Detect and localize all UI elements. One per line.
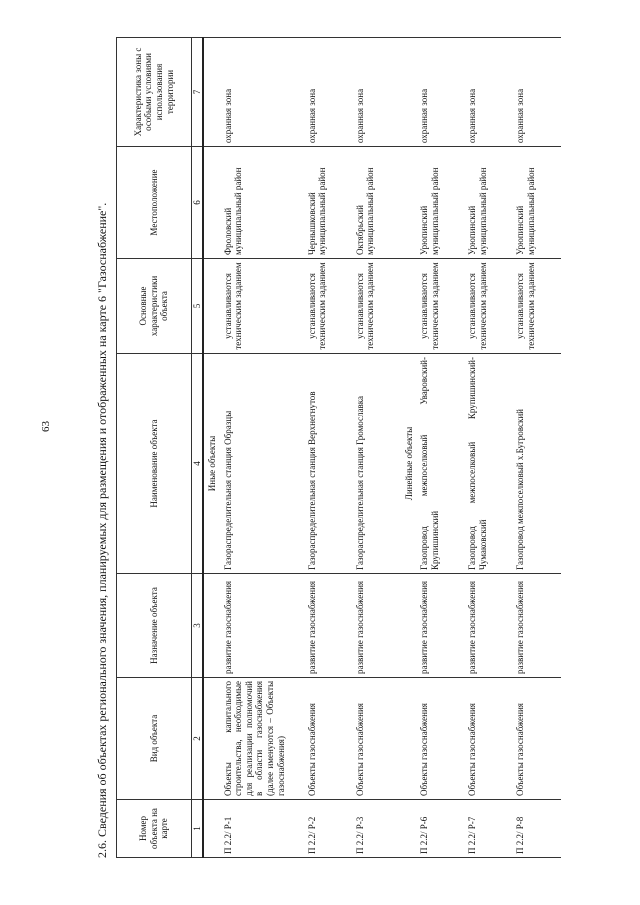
column-number: 7	[192, 38, 204, 147]
table-row	[465, 38, 513, 858]
object-location: Урюпинский муниципальный район	[417, 147, 465, 259]
object-zone: охранная зона	[465, 38, 513, 147]
object-characteristics: устанавливаются техническим заданием	[465, 259, 513, 354]
object-zone: охранная зона	[221, 38, 305, 147]
object-kind: Объекты капитального строительства, необходимые для реализации полномочий в области газоснабжения (далее именуются – Объекты газоснабжения)	[221, 678, 305, 800]
table-row	[305, 38, 353, 858]
object-location: Фроловский муниципальный район	[221, 147, 305, 259]
section-row	[401, 38, 418, 858]
object-name: Газопровод межпоселковый Крупишинский-Чумаковский	[465, 354, 513, 574]
object-location: Урюпинский муниципальный район	[465, 147, 513, 259]
object-purpose: развитие газоснабжения	[305, 574, 353, 678]
column-number: 2	[192, 678, 204, 800]
object-zone: охранная зона	[305, 38, 353, 147]
object-zone: охранная зона	[513, 38, 561, 147]
column-number: 1	[192, 800, 204, 858]
object-characteristics: устанавливаются техническим заданием	[417, 259, 465, 354]
section-title: Иные объекты	[203, 354, 221, 574]
column-header: Назначение объекта	[117, 574, 192, 678]
column-number: 3	[192, 574, 204, 678]
object-purpose: развитие газоснабжения	[221, 574, 305, 678]
table-row	[353, 38, 401, 858]
object-zone: охранная зона	[353, 38, 401, 147]
column-header: Местоположение	[117, 147, 192, 259]
object-kind: Объекты газоснабжения	[305, 678, 353, 800]
column-header: Наименование объекта	[117, 354, 192, 574]
object-characteristics: устанавливаются техническим заданием	[221, 259, 305, 354]
object-id: П 2.2/ Р-7	[465, 800, 513, 858]
column-number: 4	[192, 354, 204, 574]
object-kind: Объекты газоснабжения	[513, 678, 561, 800]
object-characteristics: устанавливаются техническим заданием	[305, 259, 353, 354]
object-id: П 2.2/ Р-6	[417, 800, 465, 858]
object-purpose: развитие газоснабжения	[353, 574, 401, 678]
object-purpose: развитие газоснабжения	[417, 574, 465, 678]
object-kind: Объекты газоснабжения	[465, 678, 513, 800]
column-header: Основные характеристики объекта	[117, 259, 192, 354]
table-row	[513, 38, 561, 858]
section-row	[203, 38, 221, 858]
object-id: П 2.2/ Р-8	[513, 800, 561, 858]
column-header: Вид объекта	[117, 678, 192, 800]
object-location: Чернышковский муниципальный район	[305, 147, 353, 259]
column-number-row	[192, 38, 204, 858]
object-purpose: развитие газоснабжения	[513, 574, 561, 678]
rotated-page-content	[94, 38, 561, 858]
object-location: Октябрьский муниципальный район	[353, 147, 401, 259]
column-number: 5	[192, 259, 204, 354]
table-caption: 2.6. Сведения об объектах регионального значения, планируемых для размещения и отображенных на карте 6 "Газоснабжение".	[95, 202, 109, 858]
table-row	[417, 38, 465, 858]
section-title: Линейные объекты	[401, 354, 418, 574]
object-name: Газопровод межпоселковый Уваровский-Крупишинский	[417, 354, 465, 574]
object-location: Урюпинский муниципальный район	[513, 147, 561, 259]
objects-table	[116, 37, 561, 858]
object-characteristics: устанавливаются техническим заданием	[513, 259, 561, 354]
object-kind: Объекты газоснабжения	[353, 678, 401, 800]
table-row	[221, 38, 305, 858]
page-number: 63	[40, 421, 52, 432]
column-header: Характеристика зоны с особыми условиями использования территории	[117, 38, 192, 147]
object-id: П 2.2/ Р-1	[221, 800, 305, 858]
object-id: П 2.2/ Р-3	[353, 800, 401, 858]
column-number: 6	[192, 147, 204, 259]
object-kind: Объекты газоснабжения	[417, 678, 465, 800]
object-name: Газопровод межпоселковый х.Бугровский	[513, 354, 561, 574]
object-name: Газораспределительная станция Громославка	[353, 354, 401, 574]
header-row	[117, 38, 192, 858]
object-characteristics: устанавливаются техническим заданием	[353, 259, 401, 354]
object-name: Газораспределительная станция Образцы	[221, 354, 305, 574]
column-header: Номер объекта на карте	[117, 800, 192, 858]
object-zone: охранная зона	[417, 38, 465, 147]
object-id: П 2.2/ Р-2	[305, 800, 353, 858]
object-name: Газораспределительная станция Верхнегнутов	[305, 354, 353, 574]
object-purpose: развитие газоснабжения	[465, 574, 513, 678]
